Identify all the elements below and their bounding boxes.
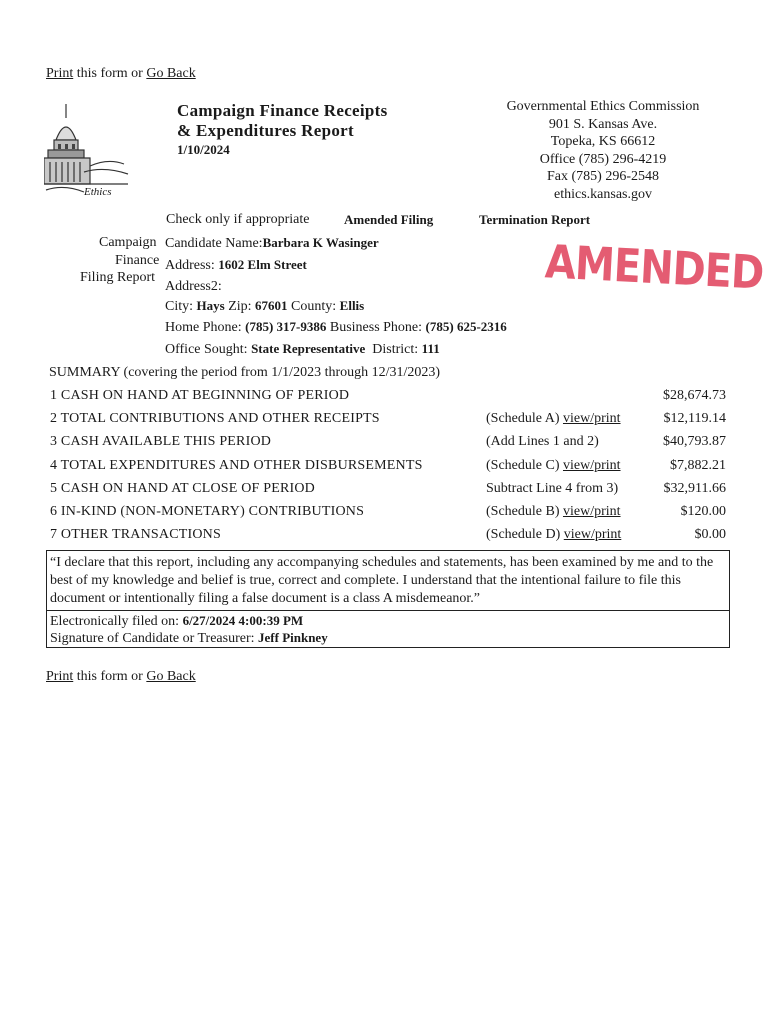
summary-row-note: (Add Lines 1 and 2) <box>486 434 599 449</box>
address-label: Address: <box>165 258 215 273</box>
summary-row <box>50 434 730 458</box>
report-title-line2: & Expenditures Report <box>177 121 354 140</box>
summary-row <box>50 458 730 482</box>
amended-stamp: AMENDED <box>543 235 765 301</box>
summary-row-label: 5 CASH ON HAND AT CLOSE OF PERIOD <box>50 481 315 496</box>
side-label-filing-report: Filing Report <box>80 270 156 285</box>
summary-row <box>50 411 730 435</box>
signature-label: Signature of Candidate or Treasurer: <box>50 631 255 646</box>
summary-row <box>50 481 730 505</box>
candidate-zip: 67601 <box>255 298 288 313</box>
amended-filing-option: Amended Filing <box>344 212 434 227</box>
summary-row-label: 2 TOTAL CONTRIBUTIONS AND OTHER RECEIPTS <box>50 411 380 426</box>
filed-on-label: Electronically filed on: <box>50 614 180 629</box>
home-phone-label: Home Phone: <box>165 320 242 335</box>
summary-row <box>50 504 730 528</box>
summary-row-amount: $0.00 <box>694 527 726 542</box>
summary-row <box>50 527 730 551</box>
side-label-finance: Finance <box>115 253 160 268</box>
filed-on-value: 6/27/2024 4:00:39 PM <box>182 613 304 628</box>
report-date: 1/10/2024 <box>177 142 230 157</box>
summary-row-label: 7 OTHER TRANSACTIONS <box>50 527 221 542</box>
candidate-phone-row <box>165 319 507 336</box>
declaration-divider <box>47 610 729 611</box>
go-back-link[interactable]: Go Back <box>146 66 196 81</box>
summary-row-amount: $40,793.87 <box>663 434 726 449</box>
candidate-office-row <box>165 341 440 358</box>
summary-row-label: 3 CASH AVAILABLE THIS PERIOD <box>50 434 272 449</box>
home-phone: (785) 317-9386 <box>245 319 327 334</box>
summary-row-amount: $120.00 <box>680 504 726 519</box>
schedule-d-view-print-link[interactable]: view/print <box>563 527 622 542</box>
candidate-address: 1602 Elm Street <box>218 257 307 272</box>
agency-name: Governmental Ethics Commission <box>506 99 700 114</box>
candidate-city-row <box>165 298 364 315</box>
summary-row-amount: $12,119.14 <box>663 411 726 426</box>
summary-row-amount: $32,911.66 <box>663 481 726 496</box>
summary-row <box>50 388 730 412</box>
summary-row-amount: $28,674.73 <box>663 388 726 403</box>
candidate-name-row <box>165 235 379 252</box>
candidate-name: Barbara K Wasinger <box>262 235 379 250</box>
declaration-text: “I declare that this report, including any accompanying schedules and statements, has been examined by me and to the best of my knowledge and belief is true, correct and complete. I understand that the intentional failure to file this document or intentionally filing a false document is a class A misdemeanor.” <box>50 555 714 606</box>
zip-label: Zip: <box>228 299 252 314</box>
summary-heading: SUMMARY (covering the period from 1/1/2023 through 12/31/2023) <box>49 365 441 380</box>
office-sought-label: Office Sought: <box>165 342 248 357</box>
office-sought: State Representative <box>251 341 366 356</box>
agency-fax: Fax (785) 296-2548 <box>547 169 659 184</box>
business-phone-label: Business Phone: <box>329 320 423 335</box>
candidate-address-row <box>165 257 307 274</box>
schedule-a-view-print-link[interactable]: view/print <box>562 411 621 426</box>
ethics-seal-logo <box>44 100 130 204</box>
side-label-campaign: Campaign <box>99 235 157 250</box>
county-label: County: <box>291 299 337 314</box>
schedule-c-view-print-link[interactable]: view/print <box>562 458 621 473</box>
go-back-link-bottom[interactable]: Go Back <box>146 669 196 684</box>
termination-report-option: Termination Report <box>479 212 591 227</box>
summary-row-amount: $7,882.21 <box>670 458 726 473</box>
candidate-name-label: Candidate Name: <box>165 236 263 251</box>
summary-row-label: 4 TOTAL EXPENDITURES AND OTHER DISBURSEMENTS <box>50 458 423 473</box>
signature-value: Jeff Pinkney <box>258 630 328 645</box>
summary-row-note: Subtract Line 4 from 3) <box>486 481 619 496</box>
nav-separator-text: this form or <box>73 66 147 81</box>
candidate-city: Hays <box>196 298 225 313</box>
nav-separator-text-bottom: this form or <box>73 669 147 684</box>
declaration-box <box>46 550 730 648</box>
check-label: Check only if appropriate <box>166 212 310 227</box>
district-label: District: <box>372 342 419 357</box>
city-label: City: <box>165 299 194 314</box>
seal-caption: Ethics <box>84 186 112 198</box>
filed-on-row <box>50 613 303 630</box>
summary-row-label: 1 CASH ON HAND AT BEGINNING OF PERIOD <box>50 388 350 403</box>
district: 111 <box>421 341 440 356</box>
agency-street: 901 S. Kansas Ave. <box>548 116 658 132</box>
summary-row-note: (Schedule A) view/print <box>486 411 621 426</box>
agency-block <box>488 98 718 203</box>
summary-row-note: (Schedule C) view/print <box>486 458 621 473</box>
schedule-b-view-print-link[interactable]: view/print <box>562 504 621 519</box>
report-title-line1: Campaign Finance Receipts <box>177 101 388 120</box>
candidate-county: Ellis <box>339 298 365 313</box>
agency-website: ethics.kansas.gov <box>554 186 652 202</box>
agency-city: Topeka, KS 66612 <box>550 134 656 149</box>
summary-row-note: (Schedule D) view/print <box>486 527 622 542</box>
agency-office-phone: Office (785) 296-4219 <box>539 151 667 167</box>
top-nav <box>46 66 196 82</box>
bottom-nav <box>46 669 196 685</box>
address2-label: Address2: <box>165 279 222 294</box>
print-link-bottom[interactable]: Print <box>46 669 74 684</box>
signature-row <box>50 630 328 647</box>
summary-row-note: (Schedule B) view/print <box>486 504 621 519</box>
print-link[interactable]: Print <box>46 66 74 81</box>
business-phone: (785) 625-2316 <box>425 319 507 334</box>
summary-row-label: 6 IN-KIND (NON-MONETARY) CONTRIBUTIONS <box>50 504 365 519</box>
